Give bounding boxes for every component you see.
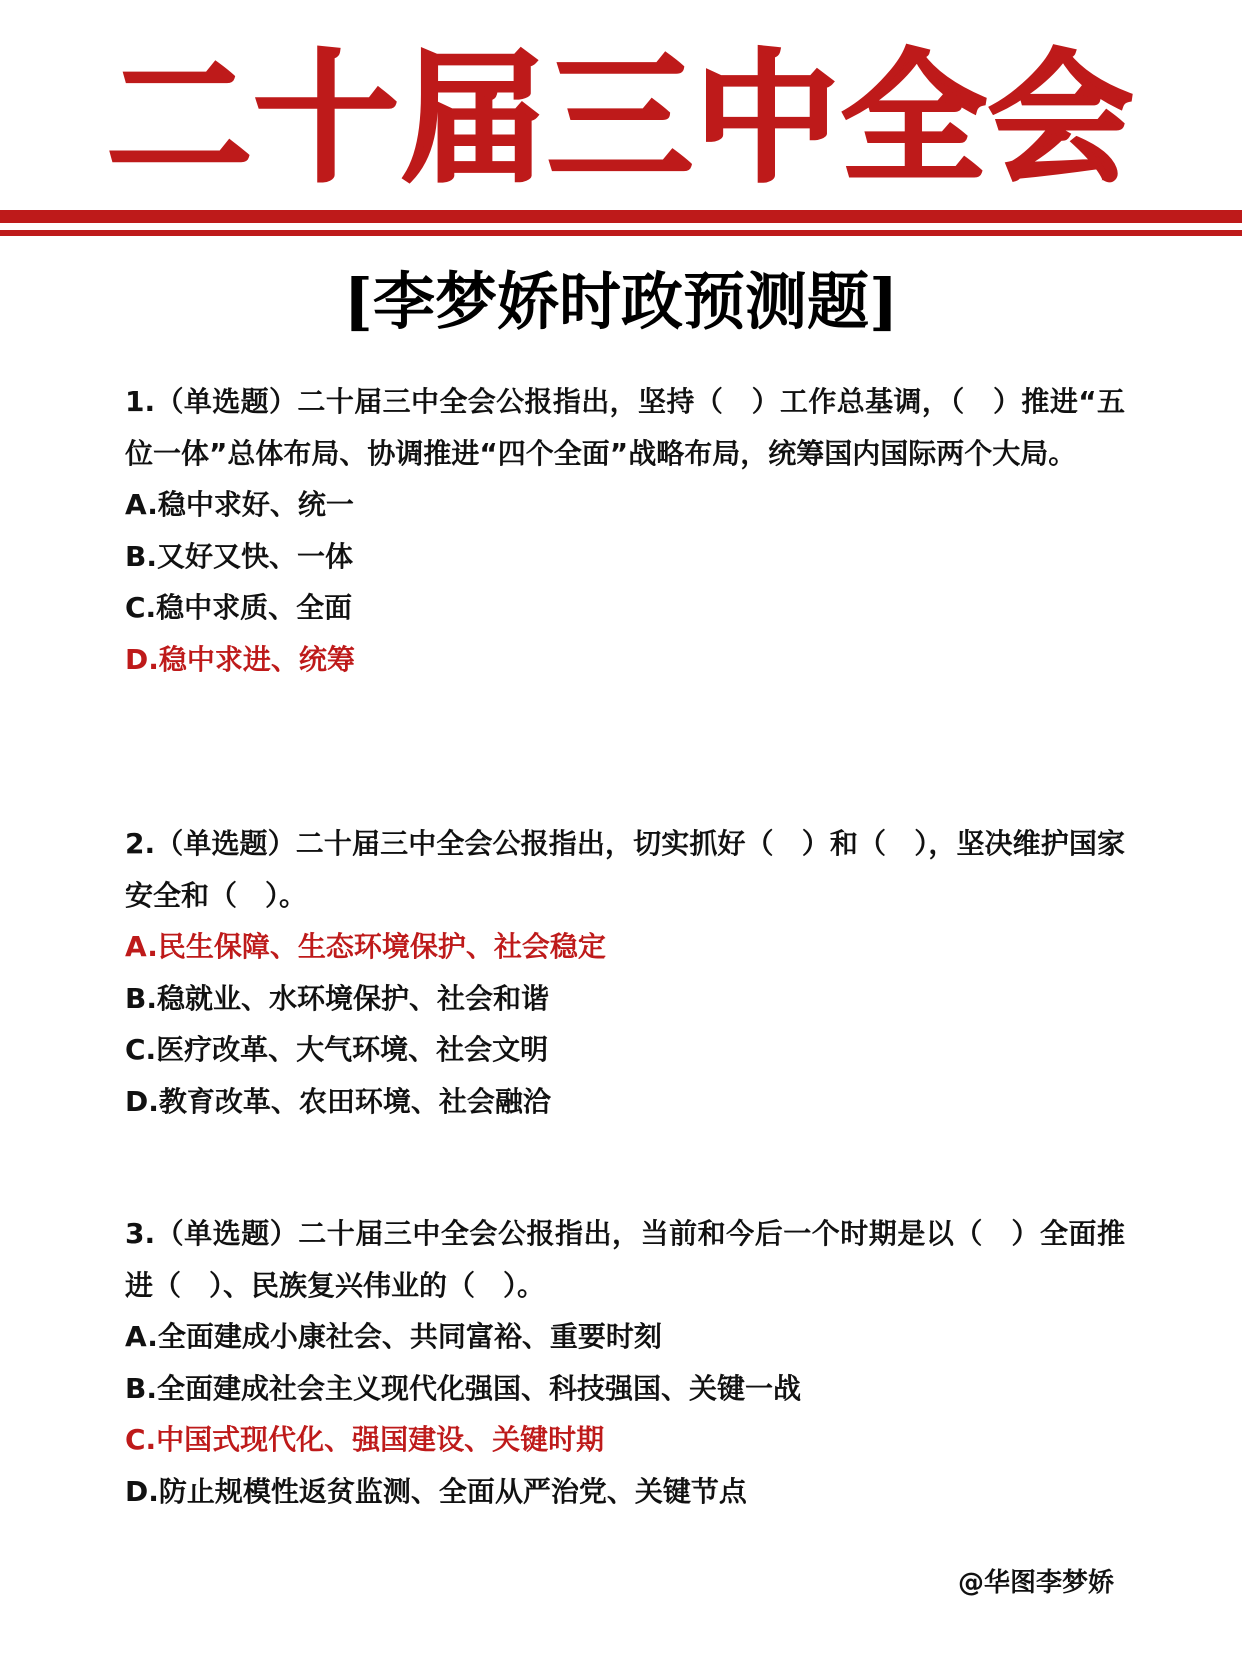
option-d: D.防止规模性返贫监测、全面从严治党、关键节点 xyxy=(125,1474,747,1508)
main-title: 二十届三中全会 xyxy=(106,37,1136,202)
subtitle: [李梦娇时政预测题] xyxy=(343,265,899,338)
option-c: C.医疗改革、大气环境、社会文明 xyxy=(125,1033,549,1066)
option-d-correct: D.稳中求进、统筹 xyxy=(125,642,355,676)
question-stem: 2.（单选题）二十届三中全会公报指出，切实抓好（ ）和（ ），坚决维护国家安全和（ ）。 xyxy=(125,827,1125,912)
option-a-correct: A.民生保障、生态环境保护、社会稳定 xyxy=(125,930,606,963)
option-b: B.稳就业、水环境保护、社会和谐 xyxy=(125,981,549,1015)
question-stem: 1.（单选题）二十届三中全会公报指出，坚持（ ）工作总基调，（ ）推进“五位一体”总体布局、协调推进“四个全面”战略布局，统筹国内国际两个大局。 xyxy=(125,385,1125,470)
question-1 xyxy=(125,376,1125,685)
option-b: B.全面建成社会主义现代化强国、科技强国、关键一战 xyxy=(125,1371,801,1405)
author-credit: @华图李梦娇 xyxy=(957,1568,1114,1598)
question-2 xyxy=(125,818,1125,1127)
option-d: D.教育改革、农田环境、社会融洽 xyxy=(125,1084,551,1118)
option-c-correct: C.中国式现代化、强国建设、关键时期 xyxy=(125,1423,605,1456)
red-divider-thick xyxy=(0,210,1242,223)
red-divider-thin xyxy=(0,230,1242,236)
question-stem: 3.（单选题）二十届三中全会公报指出，当前和今后一个时期是以（ ）全面推进（ ）、民族复兴伟业的（ ）。 xyxy=(125,1217,1125,1302)
question-3 xyxy=(125,1208,1125,1517)
option-b: B.又好又快、一体 xyxy=(125,539,353,573)
option-a: A.稳中求好、统一 xyxy=(125,488,354,521)
option-c: C.稳中求质、全面 xyxy=(125,591,353,624)
option-a: A.全面建成小康社会、共同富裕、重要时刻 xyxy=(125,1320,662,1353)
